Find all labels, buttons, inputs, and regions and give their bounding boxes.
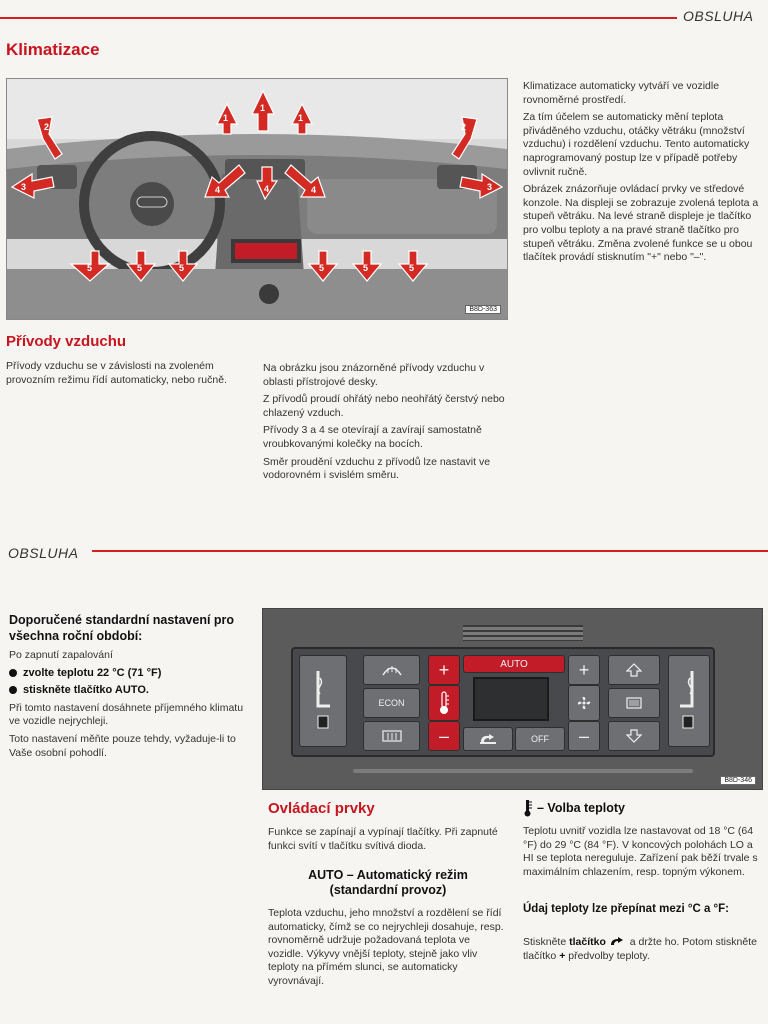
auto-subtitle [268, 868, 508, 898]
fan-minus-button[interactable]: – [568, 721, 600, 751]
air-down-button[interactable] [608, 721, 660, 751]
temp-thermometer-indicator [428, 685, 460, 721]
thermometer-title-icon [523, 799, 533, 817]
doporucene-p2: Toto nastavení měňte pouze tehdy, vyžaduje-li to Vaše osobní pohodlí. [9, 732, 236, 759]
svg-text:5: 5 [87, 263, 93, 273]
ovladaci-title: Ovládací prvky [268, 800, 375, 817]
svg-text:5: 5 [179, 263, 185, 273]
volba-p2-e: předvolby teploty. [565, 949, 650, 962]
auto-subtitle-line1: AUTO – Automatický režim [308, 868, 468, 882]
auto-text [268, 907, 508, 993]
volba-subtitle: Údaj teploty lze přepínat mezi °C a °F: [523, 903, 730, 915]
vent-center-icon [625, 697, 643, 709]
figure2-tag: B8D-346 [720, 776, 756, 785]
doporucene-line1: Po zapnutí zapalování [9, 649, 113, 661]
svg-text:5: 5 [137, 263, 143, 273]
volba-p1: Teplotu uvnitř vozidla lze nastavovat od 18 °C (64 °F) do 29 °C (84 °F). V koncových polohách LO a HI se teplota nereguluje. Zařízení pak běží trvale s maximálním chlazením, resp. topným výkonem. [523, 825, 758, 878]
intro-paragraph-2: Za tím účelem se automaticky mění teplota přiváděného vzduchu, otáčky větráku (množství vzduchu) i rozdělení vzduchu. Tento automaticky naprogramovaný postup lze v případě potřeby ovlivnit ručně. [523, 111, 750, 178]
svg-text:3: 3 [21, 182, 27, 192]
thermometer-icon [438, 691, 450, 715]
privody-col2-p3: Přívody 3 a 4 se otevírají a zavírají samostatně vroubkovanými kolečky na bocích. [263, 424, 482, 450]
privody-col2-p1: Na obrázku jsou znázorněné přívody vzduchu v oblasti přístrojové desky. [263, 362, 485, 388]
climate-panel-figure [262, 608, 763, 790]
doporucene-bullet2 [9, 684, 249, 698]
svg-text:1: 1 [298, 113, 304, 123]
privody-title: Přívody vzduchu [6, 333, 127, 350]
svg-text:5: 5 [363, 263, 369, 273]
svg-text:1: 1 [260, 103, 266, 113]
fan-indicator [568, 685, 600, 721]
ovladaci-p2: Teplota vzduchu, jeho množství a rozdělení se řídí automaticky, čímž se co nejrychleji dosahuje, resp. rovnoměrně udržuje požadovaná teplota ve vozidle. Výkyvy vnější teploty, stejně jako vliv teploty na přímém slunci, se automaticky vyrovnávají. [268, 907, 504, 987]
svg-text:4: 4 [264, 184, 270, 194]
bullet-dot-2 [9, 686, 17, 694]
temp-minus-button[interactable]: – [428, 721, 460, 751]
air-center-button[interactable] [608, 688, 660, 718]
defrost-button[interactable] [363, 655, 420, 685]
seat-heater-left-icon [308, 666, 338, 736]
defrost-icon [381, 663, 403, 677]
volba-title: – Volba teploty [537, 801, 625, 815]
privody-col1 [6, 360, 246, 391]
svg-text:5: 5 [409, 263, 415, 273]
fan-icon [577, 696, 591, 710]
svg-text:2: 2 [44, 122, 50, 132]
dashboard-figure [6, 78, 508, 320]
volba-p2-c: a držte ho. Potom stiskněte tlačítko [523, 936, 757, 962]
doporucene-p1: Při tomto nastavení dosáhnete příjemného klimatu ve vozidle nejrychleji. [9, 701, 244, 728]
vent-grille [463, 625, 583, 641]
privody-col1-text: Přívody vzduchu se v závislosti na zvoleném provozním režimu řídí automaticky, nebo ručně. [6, 360, 227, 386]
seat-heater-right-button[interactable] [668, 655, 710, 747]
intro-paragraph-3: Obrázek znázorňuje ovládací prvky ve středové konzole. Na displeji se zobrazuje zvolená teplota a stupeň větráku. Na levé straně displeje je tlačítko pro volbu teploty a na pravé straně tlačítko pro stupeň větráku. Změna zvolené funkce se u obou tlačítek provádí stisknutím "+" nebo "–". [523, 183, 759, 264]
fan-plus-button[interactable]: + [568, 655, 600, 685]
ovladaci-text [268, 826, 508, 857]
econ-button[interactable]: ECON [363, 688, 420, 718]
header-label-bottom: OBSLUHA [8, 545, 79, 561]
volba-title-row [523, 799, 625, 817]
intro-paragraph-1: Klimatizace automaticky vytváří ve vozidle rovnoměrné prostředí. [523, 80, 720, 106]
header-label-top: OBSLUHA [683, 8, 754, 24]
bullet2-text: stiskněte tlačítko AUTO. [23, 684, 149, 697]
seat-heater-right-icon [676, 666, 702, 736]
arrow-down-icon [626, 729, 642, 743]
svg-text:4: 4 [215, 185, 221, 195]
intro-text [523, 80, 763, 269]
temp-plus-button[interactable]: + [428, 655, 460, 685]
privody-col2-p2: Z přívodů proudí ohřátý nebo neohřátý čerstvý nebo chlazený vzduch. [263, 393, 505, 419]
bullet-dot-1 [9, 669, 17, 677]
volba-p2-a: Stiskněte [523, 936, 570, 948]
auto-subtitle-line2: (standardní provoz) [329, 883, 447, 897]
recirculation-icon [478, 733, 498, 745]
section-title: Klimatizace [6, 40, 100, 59]
auto-button[interactable]: AUTO [463, 655, 565, 673]
doporucene-title: Doporučené standardní nastavení pro všechna roční období: [9, 613, 235, 643]
dashboard-illustration [7, 79, 507, 319]
volba-p2-b: tlačítko [569, 936, 606, 948]
header-rule-bottom [92, 550, 768, 552]
doporucene-bullet1 [9, 667, 249, 681]
svg-text:3: 3 [487, 182, 493, 192]
climate-display [473, 677, 549, 721]
header-rule-top [0, 17, 677, 19]
svg-text:4: 4 [311, 185, 317, 195]
volba-p2 [523, 936, 763, 963]
fahrenheit-toggle-button[interactable] [463, 727, 513, 751]
rear-defrost-icon [381, 729, 403, 743]
privody-col2-p4: Směr proudění vzduchu z přívodů lze nastavit ve vodorovném i svislém směru. [263, 455, 491, 482]
svg-text:5: 5 [319, 263, 325, 273]
svg-text:2: 2 [461, 122, 467, 132]
privody-col2 [263, 362, 506, 487]
volba-p2-d: + [559, 949, 566, 962]
off-button[interactable]: OFF [515, 727, 565, 751]
rear-defrost-button[interactable] [363, 721, 420, 751]
svg-text:1: 1 [223, 113, 229, 123]
recirculation-inline-icon [609, 937, 627, 947]
seat-heater-left-button[interactable] [299, 655, 347, 747]
doporucene-text [9, 649, 249, 764]
figure-tag: B8D-363 [465, 305, 501, 314]
arrow-up-icon [626, 663, 642, 677]
panel-lower-trim [353, 769, 693, 773]
volba-text [523, 825, 763, 883]
bullet1-text: zvolte teplotu 22 °C (71 °F) [23, 666, 162, 679]
air-up-button[interactable] [608, 655, 660, 685]
ovladaci-p1: Funkce se zapínají a vypínají tlačítky. Při zapnuté funkci svítí v tlačítku svítivá dioda. [268, 826, 498, 852]
